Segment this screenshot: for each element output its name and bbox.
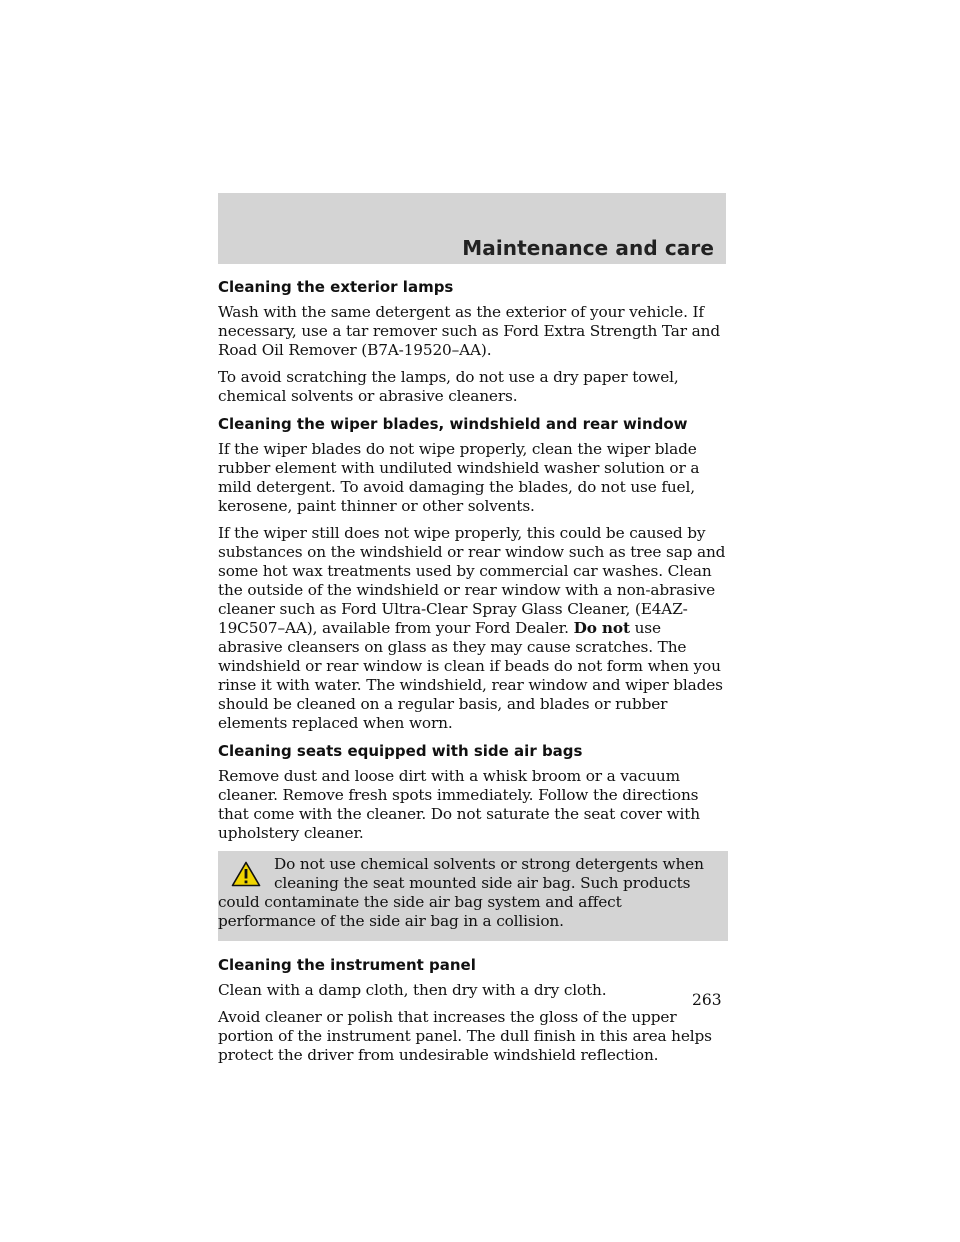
paragraph: To avoid scratching the lamps, do not use a dry paper towel, chemical solvents or abrasive cleaners. [218, 368, 679, 405]
warning-text: Do not use chemical solvents or strong detergents when cleaning the seat mounted side air bag. Such products could contaminate the side air bag system and affect performance of the side air bag in a collision. [218, 855, 704, 930]
paragraph: If the wiper blades do not wipe properly, clean the wiper blade rubber element with undiluted windshield washer solution or a mild detergent. To avoid damaging the blades, do not use fuel, kerosene, paint thinner or other solvents. [218, 440, 700, 515]
paragraph: Clean with a damp cloth, then dry with a dry cloth. [218, 981, 607, 999]
page-content [218, 277, 728, 1073]
paragraph: Remove dust and loose dirt with a whisk broom or a vacuum cleaner. Remove fresh spots immediately. Follow the directions that come with the cleaner. Do not saturate the seat cover with upholstery cleaner. [218, 767, 700, 842]
heading-seats-side-air-bags: Cleaning seats equipped with side air bags [218, 742, 583, 760]
warning-triangle-icon [218, 855, 274, 893]
paragraph: Avoid cleaner or polish that increases the gloss of the upper portion of the instrument panel. The dull finish in this area helps protect the driver from undesirable windshield reflection. [218, 1008, 712, 1064]
heading-exterior-lamps: Cleaning the exterior lamps [218, 278, 454, 296]
warning-box [218, 851, 728, 941]
paragraph [218, 524, 728, 733]
paragraph: Wash with the same detergent as the exterior of your vehicle. If necessary, use a tar remover such as Ford Extra Strength Tar and Road Oil Remover (B7A-19520–AA). [218, 303, 720, 359]
text-run: use abrasive cleansers on glass as they may cause scratches. The windshield or rear window is clean if beads do not form when you rinse it with water. The windshield, rear window and wiper blades should be cleaned on a regular basis, and blades or rubber elements replaced when worn. [218, 619, 723, 732]
text-run: If the wiper still does not wipe properly, this could be caused by substances on the windshield or rear window such as tree sap and some hot wax treatments used by commercial car washes. Clean the outside of the windshield or rear window with a non-abrasive cleaner such as Ford Ultra-Clear Spray Glass Cleaner, (E4AZ-19C507–AA), available from your Ford Dealer. [218, 524, 726, 637]
heading-instrument-panel: Cleaning the instrument panel [218, 956, 476, 974]
chapter-title: Maintenance and care [462, 236, 714, 260]
page-number: 263 [692, 991, 722, 1009]
page-header [218, 193, 726, 264]
emphasis-text: Do not [573, 619, 630, 637]
heading-wiper-blades: Cleaning the wiper blades, windshield and rear window [218, 415, 688, 433]
